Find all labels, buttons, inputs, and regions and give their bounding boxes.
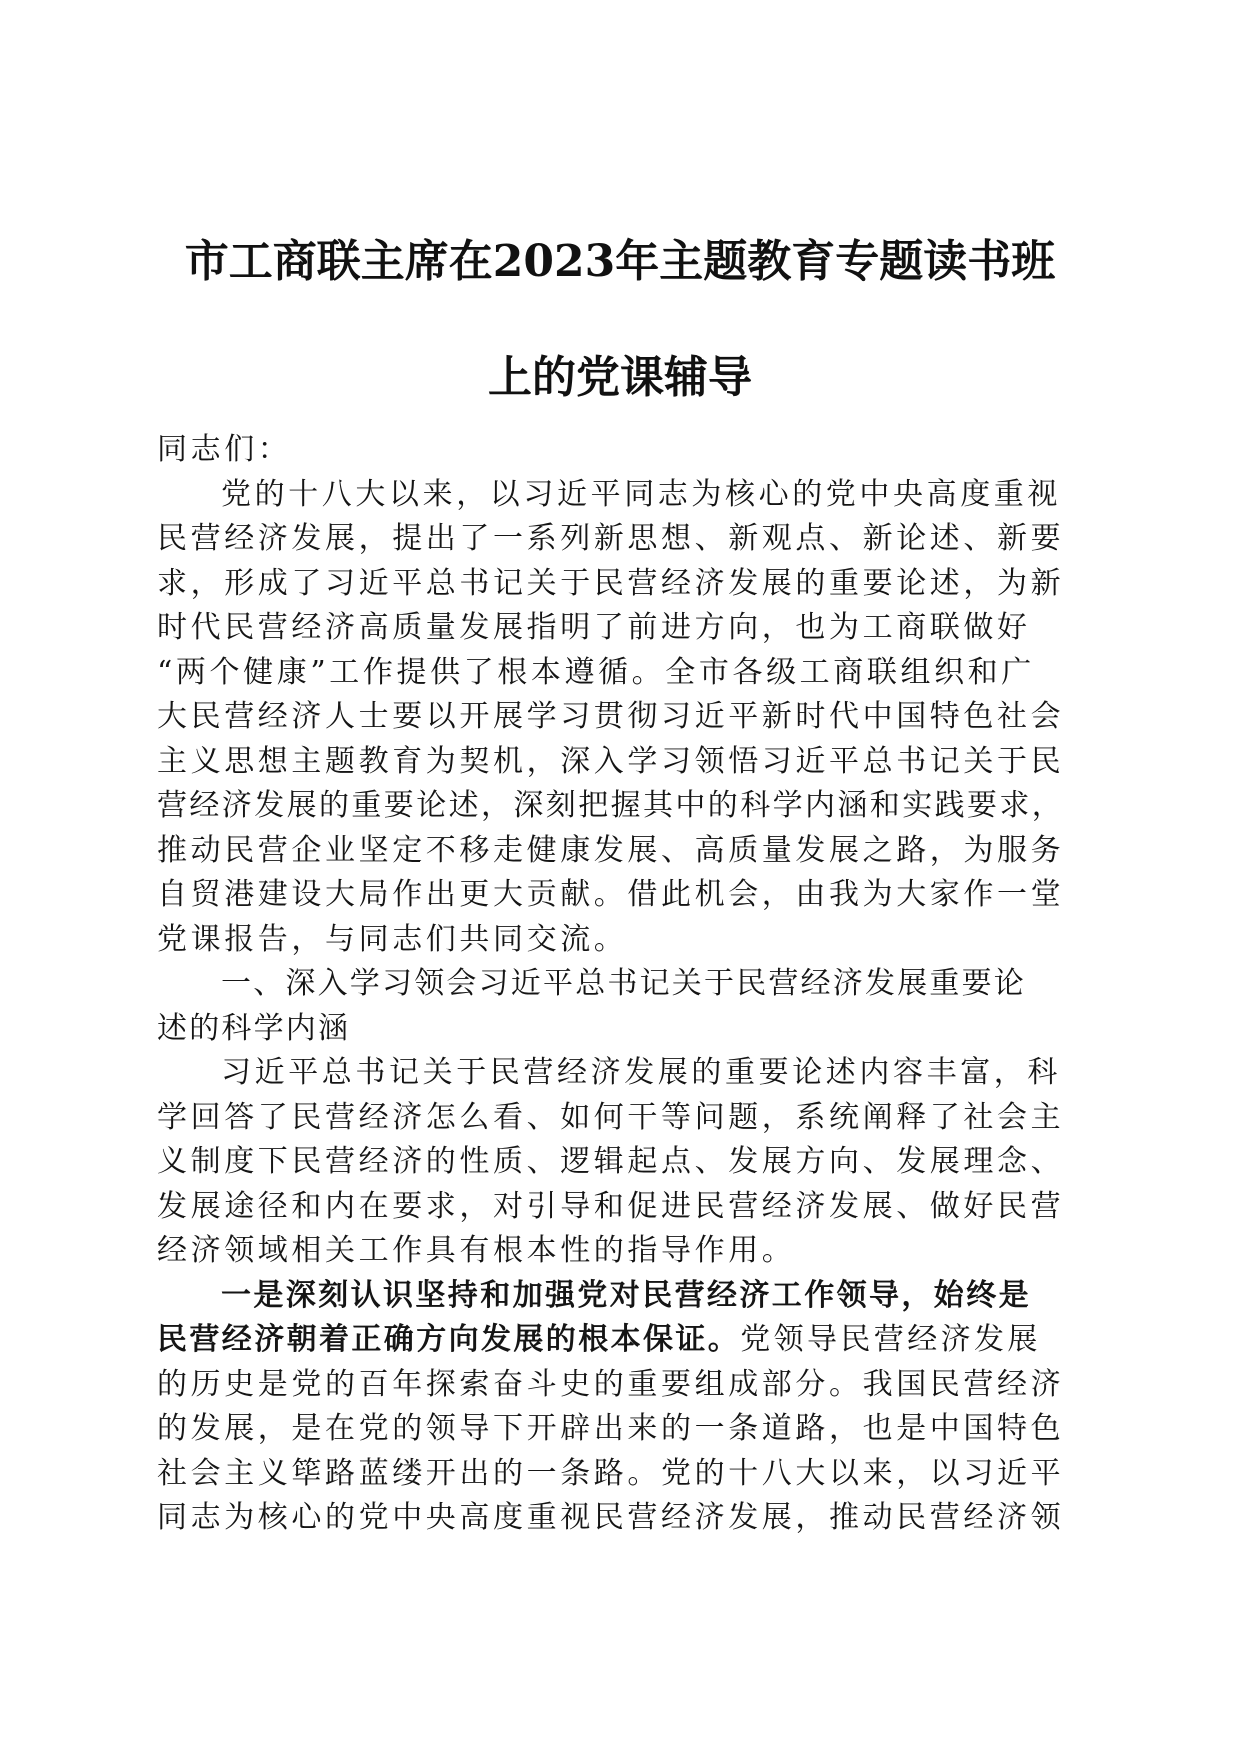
paragraph-2-line: 义制度下民营经济的性质、逻辑起点、发展方向、发展理念、 <box>157 1144 1065 1179</box>
paragraph-2-line: 习近平总书记关于民营经济发展的重要论述内容丰富，科 <box>221 1055 1061 1090</box>
paragraph-3-line: 同志为核心的党中央高度重视民营经济发展，推动民营经济领 <box>157 1500 1065 1535</box>
paragraph-3-line: 社会主义筚路蓝缕开出的一条路。党的十八大以来，以习近平 <box>157 1455 1065 1491</box>
paragraph-2-line: 发展途径和内在要求，对引导和促进民营经济发展、做好民营 <box>157 1188 1065 1224</box>
paragraph-1-line: 大民营经济人士要以开展学习贯彻习近平新时代中国特色社会 <box>157 699 1065 734</box>
salutation: 同志们： <box>157 432 292 467</box>
key-point-1-plain-text: 党领导民营经济发展 <box>740 1322 1041 1357</box>
document-title-line-2: 上的党课辅导 <box>488 352 752 403</box>
paragraph-1-line: 主义思想主题教育为契机，深入学习领悟习近平总书记关于民 <box>157 743 1065 779</box>
paragraph-1-line: 民营经济发展，提出了一系列新思想、新观点、新论述、新要 <box>157 521 1065 556</box>
key-point-1-line: 一是深刻认识坚持和加强党对民营经济工作领导，始终是 <box>221 1277 1031 1313</box>
paragraph-1-line: “两个健康”工作提供了根本遵循。全市各级工商联组织和广 <box>157 654 1035 690</box>
paragraph-1-line: 求，形成了习近平总书记关于民营经济发展的重要论述，为新 <box>157 565 1065 601</box>
paragraph-3-line: 的发展，是在党的领导下开辟出来的一条道路，也是中国特色 <box>157 1411 1065 1446</box>
paragraph-2-line: 学回答了民营经济怎么看、如何干等问题，系统阐释了社会主 <box>157 1099 1065 1135</box>
section-heading-1: 一、深入学习领会习近平总书记关于民营经济发展重要论 <box>221 966 1026 1001</box>
paragraph-1-line: 自贸港建设大局作出更大贡献。借此机会，由我为大家作一堂 <box>157 877 1065 912</box>
document-title-line-1: 市工商联主席在2023年主题教育专题读书班 <box>184 236 1056 287</box>
paragraph-1-line: 推动民营企业坚定不移走健康发展、高质量发展之路，为服务 <box>157 832 1065 868</box>
paragraph-1-line: 党的十八大以来，以习近平同志为核心的党中央高度重视 <box>221 476 1061 512</box>
paragraph-3-line: 的历史是党的百年探索奋斗史的重要组成部分。我国民营经济 <box>157 1366 1065 1402</box>
paragraph-1-line: 营经济发展的重要论述，深刻把握其中的科学内涵和实践要求， <box>157 788 1065 823</box>
paragraph-2-line: 经济领域相关工作具有根本性的指导作用。 <box>157 1233 796 1268</box>
section-heading-1-cont: 述的科学内涵 <box>157 1010 351 1046</box>
key-point-1-line-2 <box>157 1318 1087 1363</box>
document-body <box>157 428 1087 1541</box>
paragraph-1-line: 党课报告，与同志们共同交流。 <box>157 921 628 957</box>
key-point-1-bold-text: 民营经济朝着正确方向发展的根本保证。 <box>157 1322 741 1357</box>
paragraph-1-line: 时代民营经济高质量发展指明了前进方向，也为工商联做好 <box>157 610 1031 645</box>
